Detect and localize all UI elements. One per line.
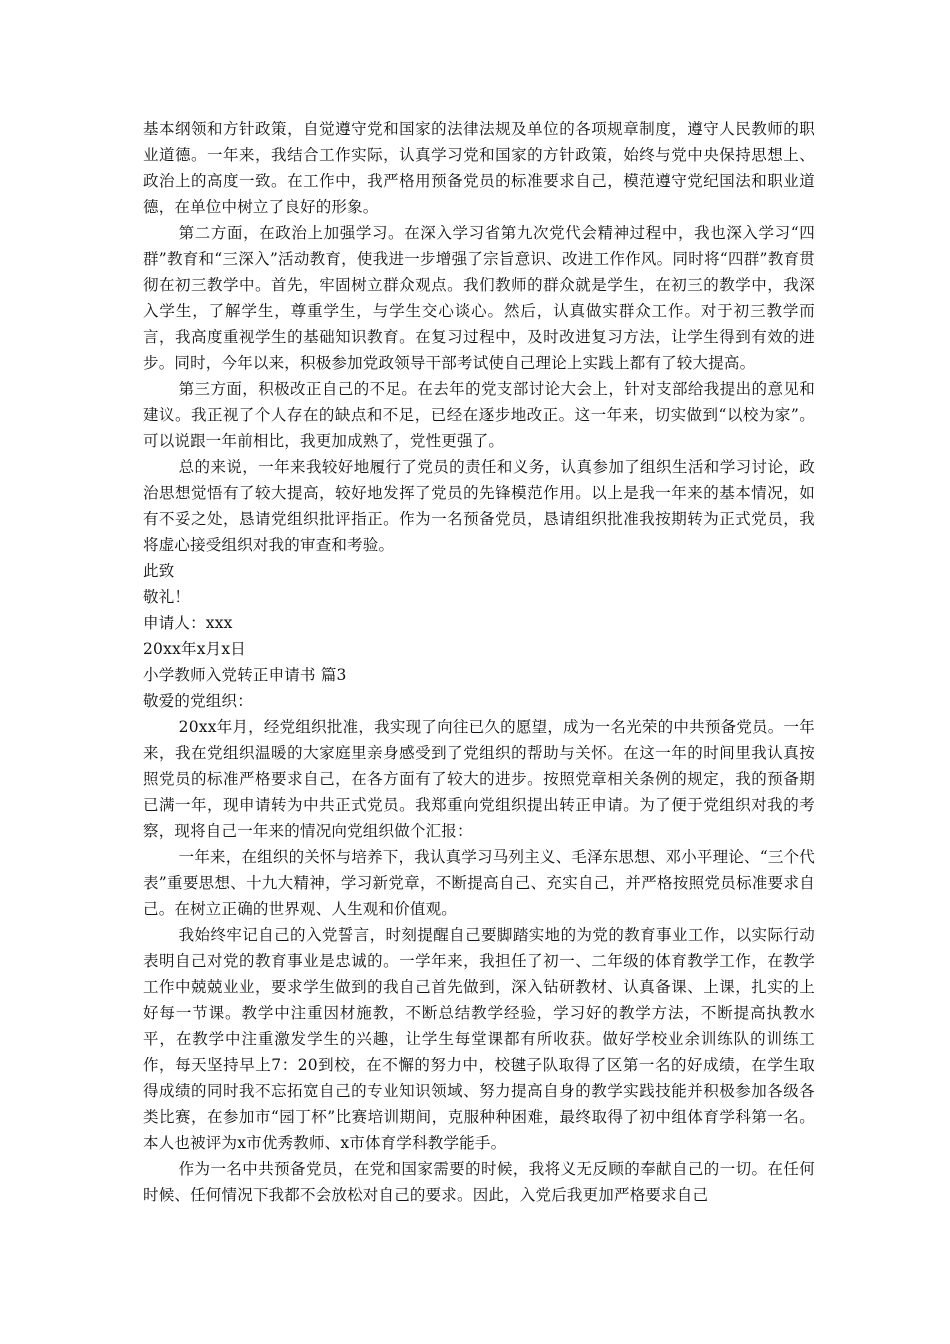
paragraph: 总的来说，一年来我较好地履行了党员的责任和义务，认真参加了组织生活和学习讨论，政治思想觉悟有了较大提高，较好地发挥了党员的先锋模范作用。以上是我一年来的基本情况，如有不妥之处，恳请党组织批评指正。作为一名预备党员，恳请组织批准我按期转为正式党员，我将虚心接受组织对我的审查和考验。 [143,458,815,554]
closing-salutation: 此致 [143,562,175,580]
greeting: 敬爱的党组织： [143,692,253,710]
section-title: 小学教师入党转正申请书 篇3 [143,666,347,684]
applicant-line: 申请人：xxx [143,614,233,632]
paragraph: 第三方面，积极改正自己的不足。在去年的党支部讨论大会上，针对支部给我提出的意见和建议。我正视了个人存在的缺点和不足，已经在逐步地改正。这一年来，切实做到“以校为家”。可以说跟一年前相比，我更加成熟了，党性更强了。 [143,380,815,450]
paragraph: 第二方面，在政治上加强学习。在深入学习省第九次党代会精神过程中，我也深入学习“四群”教育和“三深入”活动教育，使我进一步增强了宗旨意识、改进工作作风。同时将“四群”教育贯彻在初三教学中。首先，牢固树立群众观点。我们教师的群众就是学生，在初三的教学中，我深入学生，了解学生，尊重学生，与学生交心谈心。然后，认真做实群众工作。对于初三教学而言，我高度重视学生的基础知识教育。在复习过程中，及时改进复习方法，让学生得到有效的进步。同时，今年以来，积极参加党政领导干部考试使自己理论上实践上都有了较大提高。 [143,224,815,372]
closing-regards: 敬礼！ [143,588,191,606]
paragraph: 一年来，在组织的关怀与培养下，我认真学习马列主义、毛泽东思想、邓小平理论、“三个代表”重要思想、十九大精神，学习新党章，不断提高自己、充实自己，并严格按照党员标准要求自己。在树立正确的世界观、人生观和价值观。 [143,848,815,918]
document-body [143,116,815,1208]
paragraph: 20xx年月，经党组织批准，我实现了向往已久的愿望，成为一名光荣的中共预备党员。一年来，我在党组织温暖的大家庭里亲身感受到了党组织的帮助与关怀。在这一年的时间里我认真按照党员的标准严格要求自己，在各方面有了较大的进步。按照党章相关条例的规定，我的预备期已满一年，现申请转为中共正式党员。我郑重向党组织提出转正申请。为了便于党组织对我的考察，现将自己一年来的情况向党组织做个汇报： [143,718,815,840]
paragraph: 基本纲领和方针政策，自觉遵守党和国家的法律法规及单位的各项规章制度，遵守人民教师的职业道德。一年来，我结合工作实际，认真学习党和国家的方针政策，始终与党中央保持思想上、政治上的高度一致。在工作中，我严格用预备党员的标准要求自己，模范遵守党纪国法和职业道德，在单位中树立了良好的形象。 [143,120,815,216]
paragraph: 我始终牢记自己的入党誓言，时刻提醒自己要脚踏实地的为党的教育事业工作，以实际行动表明自己对党的教育事业是忠诚的。一学年来，我担任了初一、二年级的体育教学工作，在教学工作中兢兢业业，要求学生做到的我自己首先做到，深入钻研教材、认真备课、上课，扎实的上好每一节课。教学中注重因材施教，不断总结教学经验，学习好的教学方法，不断提高执教水平，在教学中注重激发学生的兴趣，让学生每堂课都有所收获。做好学校业余训练队的训练工作，每天坚持早上7：20到校，在不懈的努力中，校毽子队取得了区第一名的好成绩，在学生取得成绩的同时我不忘拓宽自己的专业知识领域、努力提高自身的教学实践技能并积极参加各级各类比赛，在参加市“园丁杯”比赛培训期间，克服种种困难，最终取得了初中组体育学科第一名。本人也被评为x市优秀教师、x市体育学科教学能手。 [143,926,815,1152]
date-line: 20xx年x月x日 [143,640,246,658]
paragraph: 作为一名中共预备党员，在党和国家需要的时候，我将义无反顾的奉献自己的一切。在任何时候、任何情况下我都不会放松对自己的要求。因此，入党后我更加严格要求自己 [143,1160,815,1204]
